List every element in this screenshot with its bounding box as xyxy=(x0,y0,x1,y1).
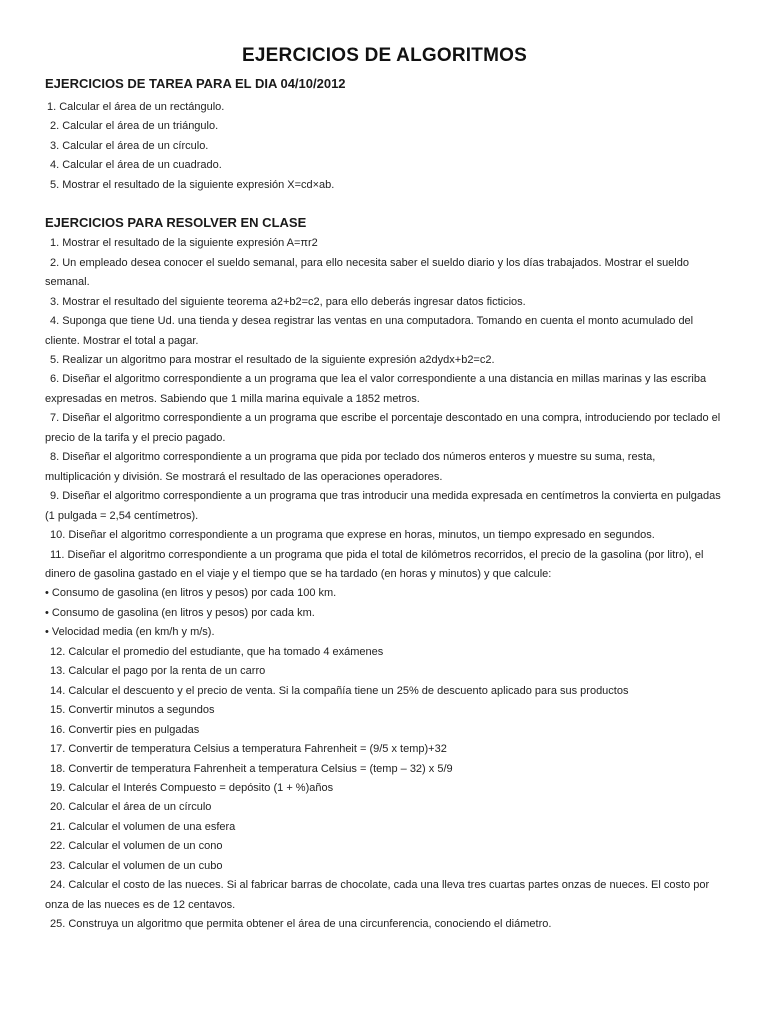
section-heading-homework: EJERCICIOS DE TAREA PARA EL DIA 04/10/2012 xyxy=(45,76,346,91)
list-item: 18. Convertir de temperatura Fahrenheit a temperatura Celsius = (temp – 32) x 5/9 xyxy=(50,762,453,775)
list-item: 5. Realizar un algoritmo para mostrar el resultado de la siguiente expresión a2dydx+b2=c2. xyxy=(50,353,495,366)
list-item: 16. Convertir pies en pulgadas xyxy=(50,723,200,736)
bullet-item: • Consumo de gasolina (en litros y pesos) por cada km. xyxy=(45,606,315,619)
list-item: 12. Calcular el promedio del estudiante, que ha tomado 4 exámenes xyxy=(50,645,384,658)
list-item: 8. Diseñar el algoritmo correspondiente a un programa que pida por teclado dos números enteros y muestre su suma, resta, multiplicación y división. Se mostrará el resultado de las operaciones operadores. xyxy=(45,451,656,483)
list-item: 9. Diseñar el algoritmo correspondiente a un programa que tras introducir una medida expresada en centímetros la convierta en pulgadas (1 pulgada = 2,54 centímetros). xyxy=(45,490,721,522)
list-item: 5. Mostrar el resultado de la siguiente expresión X=cd×ab. xyxy=(50,178,335,191)
list-item: 25. Construya un algoritmo que permita obtener el área de una circunferencia, conociendo el diámetro. xyxy=(50,918,552,931)
list-item: 11. Diseñar el algoritmo correspondiente a un programa que pida el total de kilómetros recorridos, el precio de la gasolina (por litro), el dinero de gasolina gastado en el viaje y el tiempo que se ha tardado (en horas y minutos) y que calcule: xyxy=(45,548,704,580)
bullet-item: • Consumo de gasolina (en litros y pesos) por cada 100 km. xyxy=(45,587,337,600)
list-item: 1. Calcular el área de un rectángulo. xyxy=(47,101,225,113)
list-item: 2. Un empleado desea conocer el sueldo semanal, para ello necesita saber el sueldo diario y los días trabajados. Mostrar el sueldo semanal. xyxy=(45,256,689,289)
list-item: 6. Diseñar el algoritmo correspondiente a un programa que lea el valor correspondiente a una distancia en millas marinas y las escriba expresadas en metros. Sabiendo que 1 milla marina equivale a 1852 metros. xyxy=(45,373,707,405)
list-item: 23. Calcular el volumen de un cubo xyxy=(50,859,223,872)
homework-exercise-list xyxy=(45,98,724,195)
page-title: EJERCICIOS DE ALGORITMOS xyxy=(242,45,527,66)
list-item: 3. Mostrar el resultado del siguiente teorema a2+b2=c2, para ello deberás ingresar datos ficticios. xyxy=(50,295,526,308)
list-item: 4. Suponga que tiene Ud. una tienda y desea registrar las ventas en una computadora. Tomando en cuenta el monto acumulado del cliente. Mostrar el total a pagar. xyxy=(45,315,694,347)
list-item: 24. Calcular el costo de las nueces. Si al fabricar barras de chocolate, cada una lleva tres cuartas partes onzas de nueces. El costo por onza de las nueces es de 12 centavos. xyxy=(45,879,710,911)
list-item: 4. Calcular el área de un cuadrado. xyxy=(50,159,222,172)
bullet-item: • Velocidad media (en km/h y m/s). xyxy=(45,626,215,639)
list-item: 7. Diseñar el algoritmo correspondiente a un programa que escribe el porcentaje descontado en una compra, introduciendo por teclado el precio de la tarifa y el precio pagado. xyxy=(45,412,721,444)
list-item: 22. Calcular el volumen de un cono xyxy=(50,840,223,853)
list-item: 19. Calcular el Interés Compuesto = depósito (1 + %)años xyxy=(50,781,334,794)
list-item: 17. Convertir de temperatura Celsius a temperatura Fahrenheit = (9/5 x temp)+32 xyxy=(50,743,447,756)
list-item: 3. Calcular el área de un círculo. xyxy=(50,139,209,152)
list-item: 13. Calcular el pago por la renta de un carro xyxy=(50,665,266,678)
list-item: 14. Calcular el descuento y el precio de venta. Si la compañía tiene un 25% de descuento aplicado para sus productos xyxy=(50,684,629,697)
section-heading-class: EJERCICIOS PARA RESOLVER EN CLASE xyxy=(45,215,307,231)
list-item: 15. Convertir minutos a segundos xyxy=(50,704,215,717)
class-exercise-list xyxy=(45,234,724,934)
list-item: 20. Calcular el área de un círculo xyxy=(50,801,212,814)
list-item: 1. Mostrar el resultado de la siguiente expresión A=πr2 xyxy=(50,237,318,250)
list-item: 21. Calcular el volumen de una esfera xyxy=(50,820,236,833)
list-item: 2. Calcular el área de un triángulo. xyxy=(50,120,219,133)
list-item: 10. Diseñar el algoritmo correspondiente a un programa que exprese en horas, minutos, un tiempo expresado en segundos. xyxy=(50,529,655,542)
